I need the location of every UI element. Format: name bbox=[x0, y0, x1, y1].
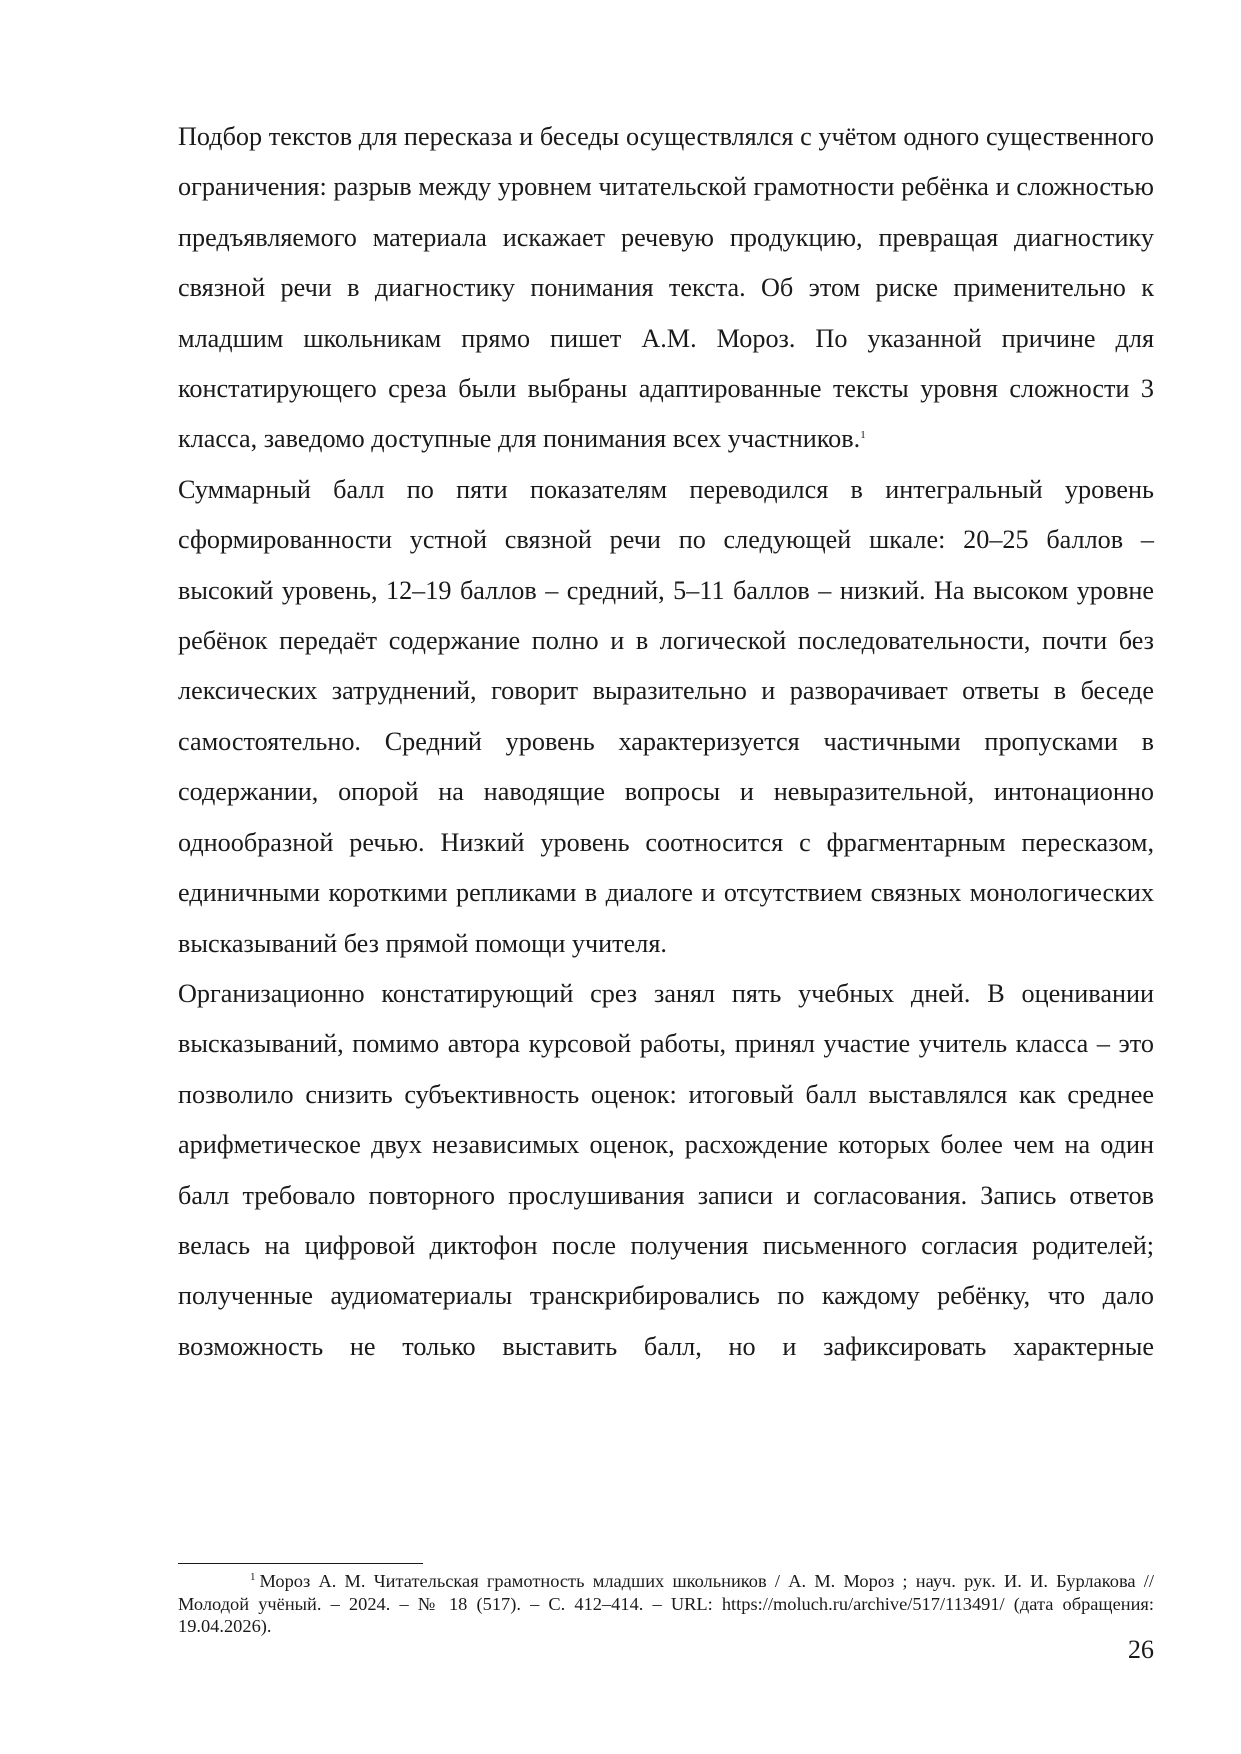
footnote-separator bbox=[178, 1563, 423, 1564]
paragraph-1 bbox=[178, 112, 1154, 465]
footnote bbox=[178, 1570, 1154, 1638]
paragraph-1-text: Подбор текстов для пересказа и беседы осуществлялся с учётом одного существенного ограничения: разрыв между уровнем читательской грамотности ребёнка и сложностью предъявляемого материала искажает речевую продукцию, превращая диагностику связной речи в диагностику понимания текста. Об этом риске применительно к младшим школьникам прямо пишет А.М. Мороз. По указанной причине для констатирующего среза были выбраны адаптированные тексты уровня сложности 3 класса, заведомо доступные для понимания всех участников. bbox=[178, 122, 1154, 454]
page-number: 26 bbox=[1127, 1635, 1154, 1664]
paragraph-3: Организационно констатирующий срез занял пять учебных дней. В оценивании высказываний, помимо автора курсовой работы, принял участие учитель класса – это позволило снизить субъективность оценок: итоговый балл выставлялся как среднее арифметическое двух независимых оценок, расхождение которых более чем на один балл требовало повторного прослушивания записи и согласования. Запись ответов велась на цифровой диктофон после получения письменного согласия родителей; полученные аудиоматериалы транскрибировались по каждому ребёнку, что дало возможность не только выставить балл, но и зафиксировать характерные bbox=[178, 978, 1154, 1361]
footnote-reference[interactable]: 1 bbox=[860, 429, 866, 442]
footnote-number: 1 bbox=[250, 1571, 256, 1583]
paragraph-2: Суммарный балл по пяти показателям переводился в интегральный уровень сформированности устной связной речи по следующей шкале: 20–25 баллов – высокий уровень, 12–19 баллов – средний, 5–11 баллов – низкий. На высоком уровне ребёнок передаёт содержание полно и в логической последовательности, почти без лексических затруднений, говорит выразительно и разворачивает ответы в беседе самостоятельно. Средний уровень характеризуется частичными пропусками в содержании, опорой на наводящие вопросы и невыразительной, интонационно однообразной речью. Низкий уровень соотносится с фрагментарным пересказом, единичными короткими репликами в диалоге и отсутствием связных монологических высказываний без прямой помощи учителя. bbox=[178, 474, 1154, 958]
footnote-text: Мороз А. М. Читательская грамотность младших школьников / А. М. Мороз ; науч. рук. И. И. Бурлакова // Молодой учёный. – 2024. – № 18 (517). – С. 412–414. – URL: https://moluch.ru/archive/517/113491/ (дата обращения: 19.04.2026). bbox=[178, 1571, 1154, 1636]
page-body bbox=[178, 112, 1154, 1361]
